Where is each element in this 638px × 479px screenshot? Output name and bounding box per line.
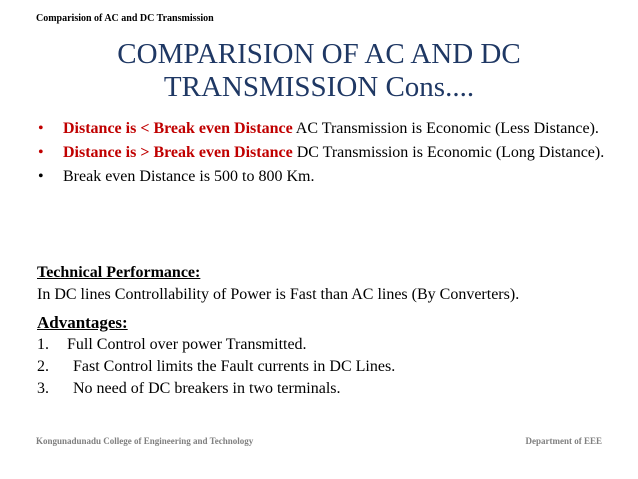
advantage-number: 2.	[37, 358, 49, 375]
bullet-text: AC Transmission is Economic (Less Distance).	[292, 120, 599, 137]
bullet-dot-icon: •	[38, 120, 44, 137]
footer-college: Kongunadunadu College of Engineering and Technology	[36, 436, 254, 446]
advantage-item	[37, 378, 627, 400]
bullet-dot-icon: •	[38, 168, 44, 185]
advantage-number: 3.	[37, 380, 49, 397]
bullet-list	[38, 118, 618, 190]
advantage-item	[37, 334, 627, 356]
technical-text: In DC lines Controllability of Power is Fast than AC lines (By Converters).	[37, 286, 520, 303]
slide-title	[0, 38, 638, 104]
bullet-dot-icon: •	[38, 144, 44, 161]
title-line-1: COMPARISION OF AC AND DC	[117, 38, 521, 70]
bullet-text: DC Transmission is Economic (Long Distance).	[292, 144, 605, 161]
advantage-number: 1.	[37, 336, 49, 353]
slide-header: Comparision of AC and DC Transmission	[36, 13, 214, 24]
bullet-highlight: Distance is > Break even Distance	[63, 144, 293, 161]
advantage-text: No need of DC breakers in two terminals.	[73, 380, 341, 397]
bullet-item	[38, 142, 618, 163]
technical-section	[37, 262, 627, 306]
technical-heading: Technical Performance:	[37, 264, 201, 281]
advantages-heading: Advantages:	[37, 313, 128, 332]
advantage-item	[37, 356, 627, 378]
bullet-text: Break even Distance is 500 to 800 Km.	[63, 168, 315, 185]
footer-department: Department of EEE	[525, 436, 602, 446]
advantage-text: Full Control over power Transmitted.	[67, 336, 307, 353]
bullet-item	[38, 166, 618, 187]
bullet-item	[38, 118, 618, 139]
advantage-text: Fast Control limits the Fault currents in DC Lines.	[73, 358, 396, 375]
title-line-2: TRANSMISSION Cons....	[163, 71, 475, 103]
advantages-section	[37, 312, 627, 400]
bullet-highlight: Distance is < Break even Distance	[63, 120, 293, 137]
